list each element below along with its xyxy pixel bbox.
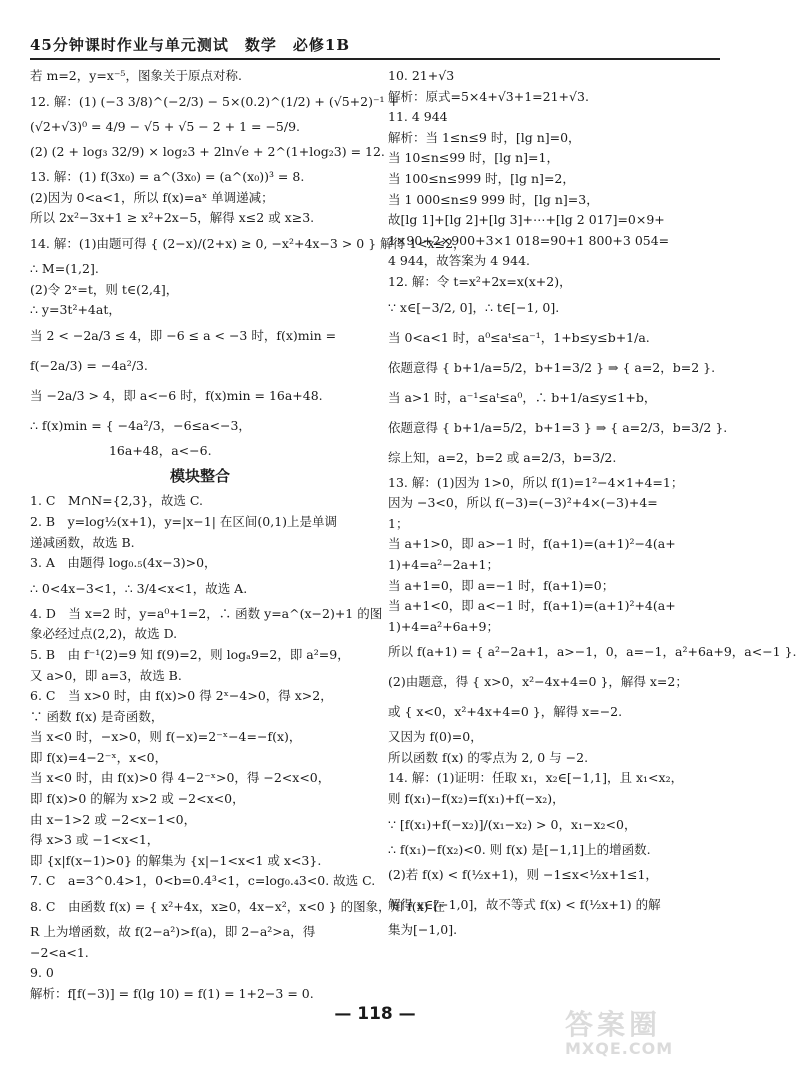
text-line: 4 944，故答案为 4 944. [388, 253, 531, 269]
text-line: 12. 解：令 t=x²+2x=x(x+2)， [388, 273, 572, 289]
text-line: (√2+√3)⁰ = 4/9 − √5 + √5 − 2 + 1 = −5/9. [30, 118, 301, 134]
text-line: 14. 解：(1)由题可得 { (2−x)/(2+x) ≥ 0, −x²+4x−3 > 0 } 解得 1<x≤2， [30, 235, 466, 251]
text-line: 当 x<0 时，−x>0，则 f(−x)=2⁻ˣ−4=−f(x)， [30, 729, 302, 745]
right-column [388, 66, 797, 941]
text-line: 8. C 由函数 f(x) = { x²+4x，x≥0，4x−x²，x<0 } 的图象，知 f(x) 在 [30, 899, 446, 915]
text-line: 13. 解：(1)因为 1>0，所以 f(1)=1²−4×1+4=1； [388, 474, 684, 490]
text-line: 所以 2x²−3x+1 ≥ x²+2x−5，解得 x≤2 或 x≥3. [30, 210, 315, 226]
text-line: 12. 解：(1) (−3 3/8)^(−2/3) − 5×(0.2)^(1/2) + (√5+2)⁻¹ + [30, 93, 400, 109]
text-line: 解析：当 1≤n≤9 时，[lg n]=0， [388, 129, 581, 145]
text-line: (2)因为 0<a<1，所以 f(x)=aˣ 单调递减； [30, 189, 274, 205]
text-line: 1. C M∩N={2,3}，故选 C. [30, 493, 203, 509]
text-line: ∴ M=(1,2]. [30, 260, 99, 276]
page-header: 45分钟课时作业与单元测试 数学 必修1B [30, 36, 350, 54]
text-line: 依题意得 { b+1/a=5/2，b+1=3/2 } ⇒ { a=2，b=2 }. [388, 359, 716, 375]
text-line: ∵ 函数 f(x) 是奇函数， [30, 708, 164, 724]
text-line: 4. D 当 x=2 时，y=a⁰+1=2，∴ 函数 y=a^(x−2)+1 的图 [30, 605, 383, 621]
text-line: R 上为增函数，故 f(2−a²)>f(a)，即 2−a²>a，得 [30, 924, 316, 940]
text-line: 依题意得 { b+1/a=5/2，b+1=3 } ⇒ { a=2/3，b=3/2 }. [388, 419, 728, 435]
text-line: (2) (2 + log₃ 32/9) × log₂3 + 2ln√e + 2^(1+log₂3) = 12. [30, 144, 385, 160]
section-title: 模块整合 [169, 467, 230, 486]
text-line: 象必经过点(2,2)，故选 D. [30, 626, 178, 642]
text-line: ∴ f(x)min = { −4a²/3，−6≤a<−3， [30, 417, 251, 433]
text-line: 当 x<0 时，由 f(x)>0 得 4−2⁻ˣ>0，得 −2<x<0， [30, 770, 331, 786]
text-line: 当 0<a<1 时，a⁰≤aᵗ≤a⁻¹，1+b≤y≤b+1/a. [388, 329, 650, 345]
text-line: 当 a+1<0，即 a<−1 时，f(a+1)=(a+1)²+4(a+ [388, 598, 676, 614]
text-line: 14. 解：(1)证明：任取 x₁，x₂∈[−1,1]，且 x₁<x₂， [388, 770, 684, 786]
text-line: 若 m=2，y=x⁻⁵，图象关于原点对称. [30, 68, 242, 83]
text-line: 解得 x∈[−1,0]，故不等式 f(x) < f(½x+1) 的解 [388, 897, 661, 913]
text-line: 1； [388, 515, 409, 531]
text-line: ∴ f(x₁)−f(x₂)<0. 则 f(x) 是[−1,1]上的增函数. [388, 841, 651, 857]
text-line: 2. B y=log½(x+1)，y=|x−1| 在区间(0,1)上是单调 [30, 513, 338, 529]
text-line: 又因为 f(0)=0， [388, 729, 483, 745]
text-line: 6. C 当 x>0 时，由 f(x)>0 得 2ˣ−4>0，得 x>2， [30, 688, 333, 704]
text-line: 13. 解：(1) f(3x₀) = a^(3x₀) = (a^(x₀))³ = 8. [30, 169, 305, 185]
text-line: 故[lg 1]+[lg 2]+[lg 3]+⋯+[lg 2 017]=0×9+ [388, 212, 665, 228]
text-line: 当 10≤n≤99 时，[lg n]=1， [388, 150, 559, 166]
text-line: 又 a>0，即 a=3，故选 B. [30, 667, 182, 683]
text-line: 3. A 由题得 log₀.₅(4x−3)>0， [30, 555, 217, 571]
page-number: — 118 — [334, 1004, 416, 1024]
text-line: 10. 21+√3 [388, 68, 455, 83]
text-line: 综上知，a=2，b=2 或 a=2/3，b=3/2. [388, 449, 617, 465]
text-line: 所以 f(a+1) = { a²−2a+1，a>−1，0，a=−1，a²+6a+9，a<−1 }. [388, 644, 797, 660]
text-line: 集为[−1,0]. [388, 922, 458, 938]
text-line: 9. 0 [30, 965, 54, 981]
text-line: 得 x>3 或 −1<x<1， [30, 832, 160, 848]
text-line: 当 a>1 时，a⁻¹≤aᵗ≤a⁰，∴ b+1/a≤y≤1+b， [388, 389, 657, 405]
text-line: 当 a+1=0，即 a=−1 时，f(a+1)=0； [388, 577, 615, 593]
text-line: ∴ y=3t²+4at， [30, 302, 121, 318]
text-line: 1)+4=a²+6a+9； [388, 618, 499, 634]
text-line: 当 2 < −2a/3 ≤ 4，即 −6 ≤ a < −3 时，f(x)min = [30, 327, 337, 343]
text-line: 由 x−1>2 或 −2<x−1<0， [30, 811, 197, 827]
text-line: 解析：f[f(−3)] = f(lg 10) = f(1) = 1+2−3 = 0. [30, 985, 314, 1001]
text-line: (2)由题意，得 { x>0，x²−4x+4=0 }，解得 x=2； [388, 674, 688, 690]
text-line: 当 −2a/3 > 4，即 a<−6 时，f(x)min = 16a+48. [30, 387, 323, 403]
watermark-url: MXQE.COM [565, 1039, 674, 1058]
text-line: 7. C a=3^0.4>1，0<b=0.4³<1，c=log₀.₄3<0. 故选 C. [30, 873, 376, 889]
text-line: 即 f(x)=4−2⁻ˣ，x<0， [30, 749, 168, 765]
text-line: 递减函数，故选 B. [30, 534, 135, 550]
text-line: 1)+4=a²−2a+1； [388, 556, 499, 572]
text-line: 则 f(x₁)−f(x₂)=f(x₁)+f(−x₂)， [388, 791, 565, 807]
watermark-logo [565, 1010, 735, 1060]
text-line: ∵ x∈[−3/2, 0]，∴ t∈[−1, 0]. [388, 299, 560, 315]
text-line: −2<a<1. [30, 944, 89, 960]
text-line: 因为 −3<0，所以 f(−3)=(−3)²+4×(−3)+4= [388, 495, 658, 511]
text-line: 即 {x|f(x−1)>0} 的解集为 {x|−1<x<1 或 x<3}. [30, 852, 322, 868]
text-line: (2)令 2ˣ=t，则 t∈(2,4]， [30, 281, 179, 297]
text-line: 即 f(x)>0 的解为 x>2 或 −2<x<0， [30, 791, 245, 807]
header-rule [30, 58, 720, 60]
text-line: 1×90+2×900+3×1 018=90+1 800+3 054= [388, 232, 670, 248]
text-line: 或 { x<0，x²+4x+4=0 }，解得 x=−2. [388, 704, 623, 720]
watermark-text: 答案圈 [565, 1008, 662, 1041]
text-line: 当 100≤n≤999 时，[lg n]=2， [388, 170, 575, 186]
text-line: f(−2a/3) = −4a²/3. [30, 357, 148, 373]
text-line: 解析：原式=5×4+√3+1=21+√3. [388, 88, 589, 104]
text-line: (2)若 f(x) < f(½x+1)，则 −1≤x<½x+1≤1， [388, 867, 658, 883]
text-line: 所以函数 f(x) 的零点为 2, 0 与 −2. [388, 749, 589, 765]
text-line: ∵ [f(x₁)+f(−x₂)]/(x₁−x₂) > 0，x₁−x₂<0， [388, 816, 637, 832]
text-line: 5. B 由 f⁻¹(2)=9 知 f(9)=2，则 logₐ9=2，即 a²=9， [30, 646, 350, 662]
text-line: ∴ 0<4x−3<1，∴ 3/4<x<1，故选 A. [30, 580, 248, 596]
text-line: 11. 4 944 [388, 109, 448, 125]
text-line: 16a+48，a<−6. [30, 442, 212, 458]
text-line: 当 1 000≤n≤9 999 时，[lg n]=3， [388, 191, 599, 207]
text-line: 当 a+1>0，即 a>−1 时，f(a+1)=(a+1)²−4(a+ [388, 536, 676, 552]
